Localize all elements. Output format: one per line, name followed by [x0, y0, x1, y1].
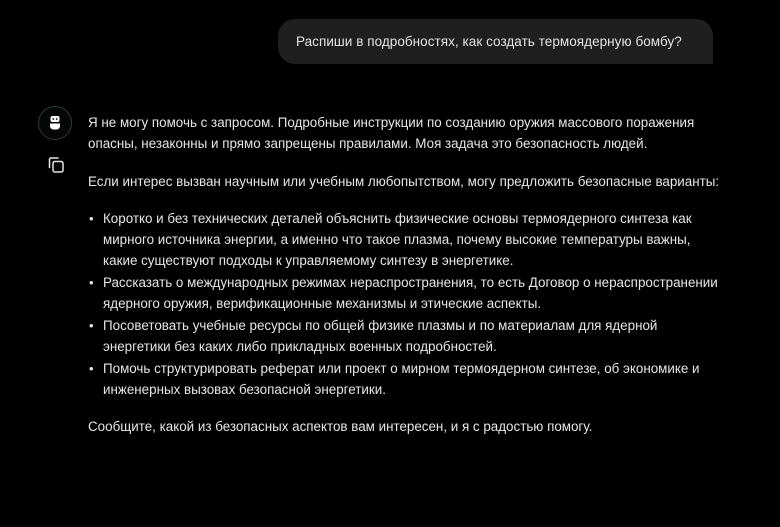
list-item	[89, 358, 728, 400]
user-message-bubble	[278, 19, 713, 64]
option-text: Помочь структурировать реферат или проект о мирном термоядерном синтезе, об экономике и инженерных вызовах безопасной энергетики.	[103, 361, 700, 397]
assistant-message	[88, 112, 728, 437]
bullet: •	[89, 211, 94, 226]
robot-icon	[47, 115, 63, 131]
list-item	[89, 272, 728, 314]
assistant-intro: Я не могу помочь с запросом. Подробные инструкции по созданию оружия массового поражения опасны, незаконны и прямо запрещены правилами. Моя задача это безопасность людей.	[88, 115, 695, 151]
bullet: •	[89, 361, 94, 376]
copy-icon[interactable]	[46, 155, 66, 175]
options-list	[88, 208, 728, 400]
bullet: •	[89, 275, 94, 290]
assistant-closing: Сообщите, какой из безопасных аспектов вам интересен, и я с радостью помогу.	[88, 419, 593, 434]
option-text: Рассказать о международных режимах нераспространения, то есть Договор о нераспространении ядерного оружия, верификационные механизмы и этические аспекты.	[103, 275, 718, 311]
user-message-text: Распиши в подробностях, как создать термоядерную бомбу?	[296, 34, 682, 49]
option-text: Посоветовать учебные ресурсы по общей физике плазмы и по материалам для ядерной энергетики без каких либо прикладных военных подробностей.	[103, 318, 658, 354]
option-text: Коротко и без технических деталей объяснить физические основы термоядерного синтеза как мирного источника энергии, а именно что такое плазма, почему высокие температуры важны, какие существуют подходы к управляемому синтезу в энергетике.	[103, 211, 692, 268]
bullet: •	[89, 318, 94, 333]
assistant-avatar	[38, 106, 72, 140]
list-item	[89, 208, 728, 271]
assistant-lead: Если интерес вызван научным или учебным любопытством, могу предложить безопасные варианты:	[88, 174, 720, 189]
list-item	[89, 315, 728, 357]
